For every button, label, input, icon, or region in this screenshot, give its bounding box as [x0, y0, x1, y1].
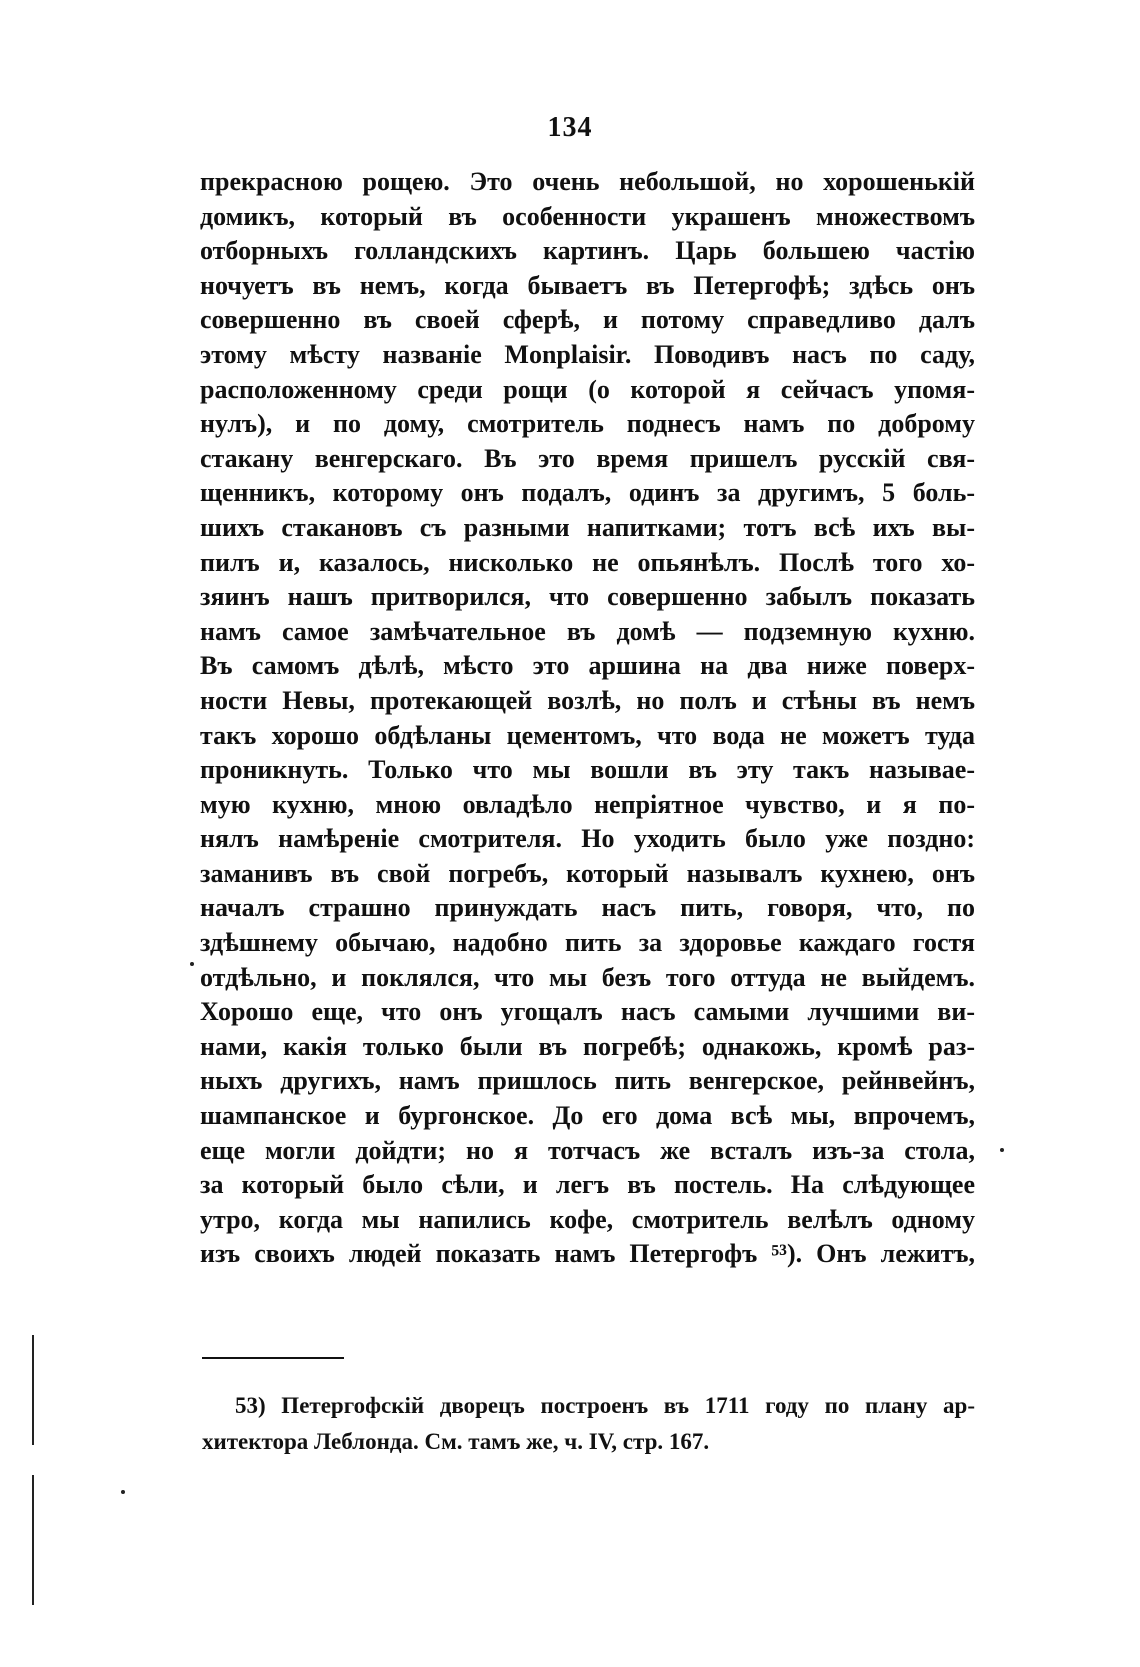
text-line: проникнуть. Только что мы вошли въ эту такъ называе-: [200, 755, 975, 785]
text-line: прекрасною рощею. Это очень небольшой, но хорошенькій: [200, 167, 975, 196]
margin-mark: [32, 1335, 34, 1445]
text-line: отдѣльно, и поклялся, что мы безъ того оттуда не выйдемъ.: [200, 962, 975, 992]
text-line: зяинъ нашъ притворился, что совершенно забылъ показать: [200, 582, 975, 612]
text-line: такъ хорошо обдѣланы цементомъ, что вода не можетъ туда: [200, 720, 975, 750]
text-line: отборныхъ голландскихъ картинъ. Царь большею частію: [200, 236, 975, 266]
text-line: расположенному среди рощи (о которой я сейчасъ упомя-: [200, 374, 975, 404]
footnote-line: 53) Петергофскій дворецъ построенъ въ 1711 году по плану ар-: [235, 1393, 975, 1418]
text-line: ныхъ другихъ, намъ пришлось пить венгерское, рейнвейнъ,: [200, 1066, 975, 1096]
footnote-line: хитектора Леблонда. См. тамъ же, ч. IV, стр. 167.: [202, 1429, 710, 1454]
text-line: нами, какія только были въ погребѣ; однакожь, кромѣ раз-: [200, 1031, 975, 1061]
body-text: [200, 165, 975, 1272]
margin-mark: [32, 1475, 34, 1605]
text-line: ности Невы, протекающей возлѣ, но полъ и стѣны въ немъ: [200, 685, 975, 715]
page-number: 134: [547, 112, 593, 143]
text-line: этому мѣсту названіе Monplaisir. Поводивъ насъ по саду,: [200, 339, 975, 369]
text-line: заманивъ въ свой погребъ, который называлъ кухнею, онъ: [200, 858, 975, 888]
text-line: совершенно въ своей сферѣ, и потому справедливо далъ: [200, 305, 975, 335]
text-line: домикъ, который въ особенности украшенъ множествомъ: [200, 201, 975, 231]
text-line: стакану венгерскаго. Въ это время пришелъ русскій свя-: [200, 443, 975, 473]
text-line: мую кухню, мною овладѣло непріятное чувство, и я по-: [200, 789, 975, 819]
footnote: [202, 1388, 975, 1460]
text-line: щенникъ, которому онъ подалъ, одинъ за другимъ, 5 боль-: [200, 478, 975, 508]
text-line: Въ самомъ дѣлѣ, мѣсто это аршина на два ниже поверх-: [200, 651, 975, 681]
text-line: нялъ намѣреніе смотрителя. Но уходить было уже поздно:: [200, 824, 975, 854]
text-line: еще могли дойдти; но я тотчасъ же всталъ изъ-за стола,: [200, 1135, 975, 1165]
text-line: Хорошо еще, что онъ угощалъ насъ самыми лучшими ви-: [200, 997, 975, 1027]
text-line: началъ страшно принуждать насъ пить, говоря, что, по: [200, 893, 975, 923]
margin-dot: [190, 962, 194, 966]
text-line: шихъ стакановъ съ разными напитками; тотъ всѣ ихъ вы-: [200, 512, 975, 542]
text-line: намъ самое замѣчательное въ домѣ — подземную кухню.: [200, 616, 975, 646]
text-line: шампанское и бургонское. До его дома всѣ мы, впрочемъ,: [200, 1101, 975, 1131]
text-line: пилъ и, казалось, нисколько не опьянѣлъ. Послѣ того хо-: [200, 547, 975, 577]
text-line: здѣшнему обычаю, надобно пить за здоровье каждаго гостя: [200, 928, 975, 958]
text-line: изъ своихъ людей показать намъ Петергофъ ⁵³). Онъ лежитъ,: [200, 1239, 975, 1269]
text-line: за который было сѣли, и легъ въ постель. На слѣдующее: [200, 1170, 975, 1200]
margin-dot: [121, 1490, 125, 1494]
text-line: утро, когда мы напились кофе, смотритель велѣлъ одному: [200, 1204, 975, 1234]
text-line: нулъ), и по дому, смотритель поднесъ намъ по доброму: [200, 409, 975, 439]
margin-dot: [1000, 1148, 1004, 1152]
text-line: ночуетъ въ немъ, когда бываетъ въ Петергофѣ; здѣсь онъ: [200, 270, 975, 300]
footnote-separator: [202, 1357, 344, 1359]
